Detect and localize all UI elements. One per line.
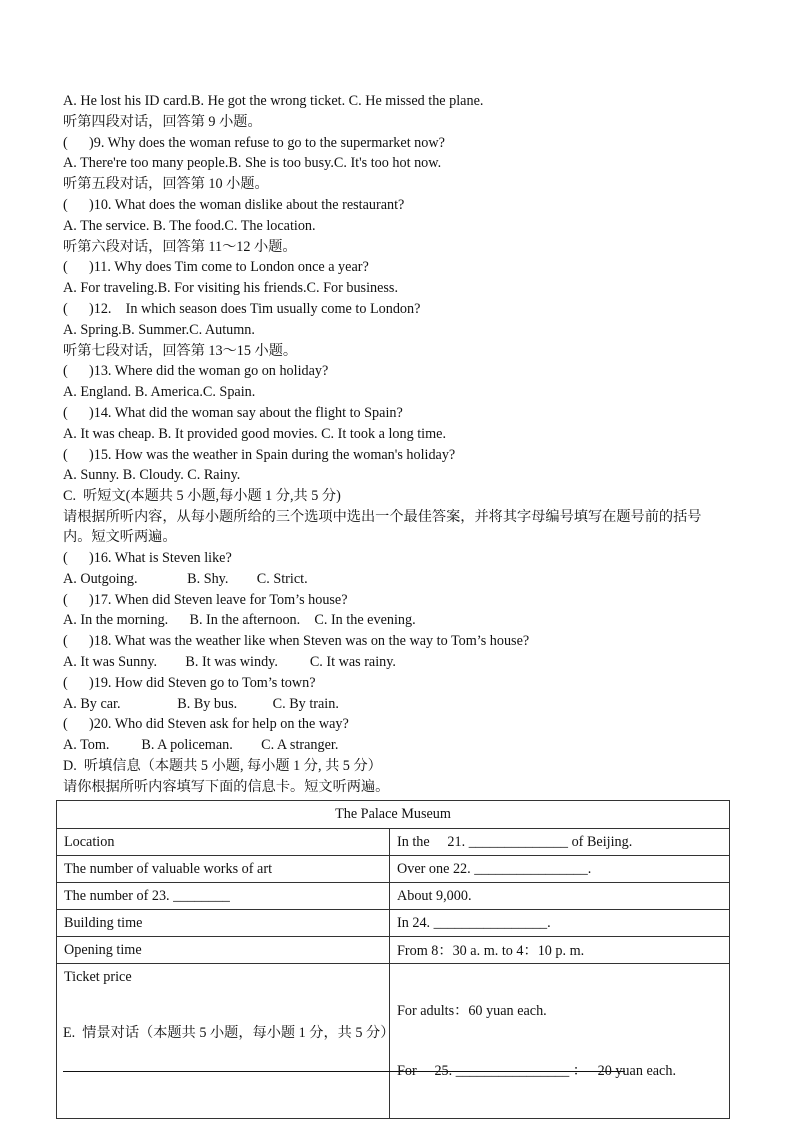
question-17: ( )17. When did Steven leave for Tom’s house?: [63, 591, 348, 608]
answer-options: A. For traveling.B. For visiting his friends.C. For business.: [63, 280, 398, 297]
table-row: [57, 937, 730, 964]
section-heading: 听第五段对话，回答第 10 小题。: [63, 176, 269, 193]
ticket-price-other: For 25. ________________ ： 20 yuan each.: [397, 1063, 676, 1079]
row-value: Over one 22. ________________.: [390, 856, 730, 883]
divider-line: [63, 1071, 625, 1072]
question-11: ( )11. Why does Tim come to London once a year?: [63, 259, 369, 276]
answer-options: A. It was cheap. B. It provided good movies. C. It took a long time.: [63, 425, 447, 442]
row-value: About 9,000.: [390, 883, 730, 910]
section-d-instruction: 请你根据所听内容填写下面的信息卡。短文听两遍。: [63, 778, 390, 795]
table-row: [57, 910, 730, 937]
section-heading: 听第七段对话，回答第 13～15 小题。: [63, 342, 298, 359]
answer-options: A. Sunny. B. Cloudy. C. Rainy.: [63, 467, 241, 484]
section-c-instruction: 请根据所听内容，从每小题所给的三个选项中选出一个最佳答案，并将其字母编号填写在题号前的括号内。短文听两遍。: [63, 508, 702, 546]
answer-options: A. Tom. B. A policeman. C. A stranger.: [63, 737, 339, 754]
ticket-price-adults: For adults：60 yuan each.: [397, 1003, 547, 1019]
table-row: [57, 856, 730, 883]
question-10: ( )10. What does the woman dislike about the restaurant?: [63, 196, 405, 213]
question-section: [63, 91, 743, 798]
question-12: ( )12. In which season does Tim usually come to London?: [63, 300, 421, 317]
section-e-heading: E. 情景对话（本题共 5 小题，每小题 1 分，共 5 分）: [63, 1025, 395, 1041]
question-19: ( )19. How did Steven go to Tom’s town?: [63, 674, 316, 691]
answer-options: A. It was Sunny. B. It was windy. C. It was rainy.: [63, 653, 396, 670]
question-20: ( )20. Who did Steven ask for help on the way?: [63, 716, 349, 733]
answer-options: A. In the morning. B. In the afternoon. C. In the evening.: [63, 612, 416, 629]
answer-options: A. By car. B. By bus. C. By train.: [63, 695, 339, 712]
question-13: ( )13. Where did the woman go on holiday?: [63, 363, 329, 380]
row-value: From 8：30 a. m. to 4：10 p. m.: [390, 937, 730, 964]
answer-options: A. He lost his ID card.B. He got the wrong ticket. C. He missed the plane.: [63, 93, 484, 109]
question-16: ( )16. What is Steven like?: [63, 549, 232, 566]
question-14: ( )14. What did the woman say about the flight to Spain?: [63, 404, 403, 421]
row-value: In the 21. ______________ of Beijing.: [390, 829, 730, 856]
section-heading: 听第六段对话，回答第 11～12 小题。: [63, 238, 297, 255]
answer-options: A. Spring.B. Summer.C. Autumn.: [63, 321, 255, 338]
question-9: ( )9. Why does the woman refuse to go to the supermarket now?: [63, 134, 445, 151]
answer-options: A. England. B. America.C. Spain.: [63, 384, 256, 401]
answer-options: A. Outgoing. B. Shy. C. Strict.: [63, 570, 308, 587]
row-value: [390, 964, 730, 1119]
row-label: Building time: [57, 910, 390, 937]
question-15: ( )15. How was the weather in Spain during the woman's holiday?: [63, 446, 456, 463]
row-label: The number of valuable works of art: [57, 856, 390, 883]
table-row: [57, 829, 730, 856]
section-c-heading: C. 听短文(本题共 5 小题,每小题 1 分,共 5 分): [63, 488, 341, 505]
section-d-heading: D. 听填信息（本题共 5 小题, 每小题 1 分, 共 5 分）: [63, 757, 382, 774]
answer-options: A. The service. B. The food.C. The location.: [63, 217, 316, 234]
row-label: The number of 23. ________: [57, 883, 390, 910]
row-value: In 24. ________________.: [390, 910, 730, 937]
table-row: [57, 883, 730, 910]
ticket-price-label: Ticket price: [64, 969, 132, 985]
question-18: ( )18. What was the weather like when Steven was on the way to Tom’s house?: [63, 633, 530, 650]
section-heading: 听第四段对话，回答第 9 小题。: [63, 113, 262, 130]
row-label: Opening time: [57, 937, 390, 964]
table-title: The Palace Museum: [57, 801, 730, 829]
row-label: Location: [57, 829, 390, 856]
answer-options: A. There're too many people.B. She is too busy.C. It's too hot now.: [63, 155, 442, 172]
